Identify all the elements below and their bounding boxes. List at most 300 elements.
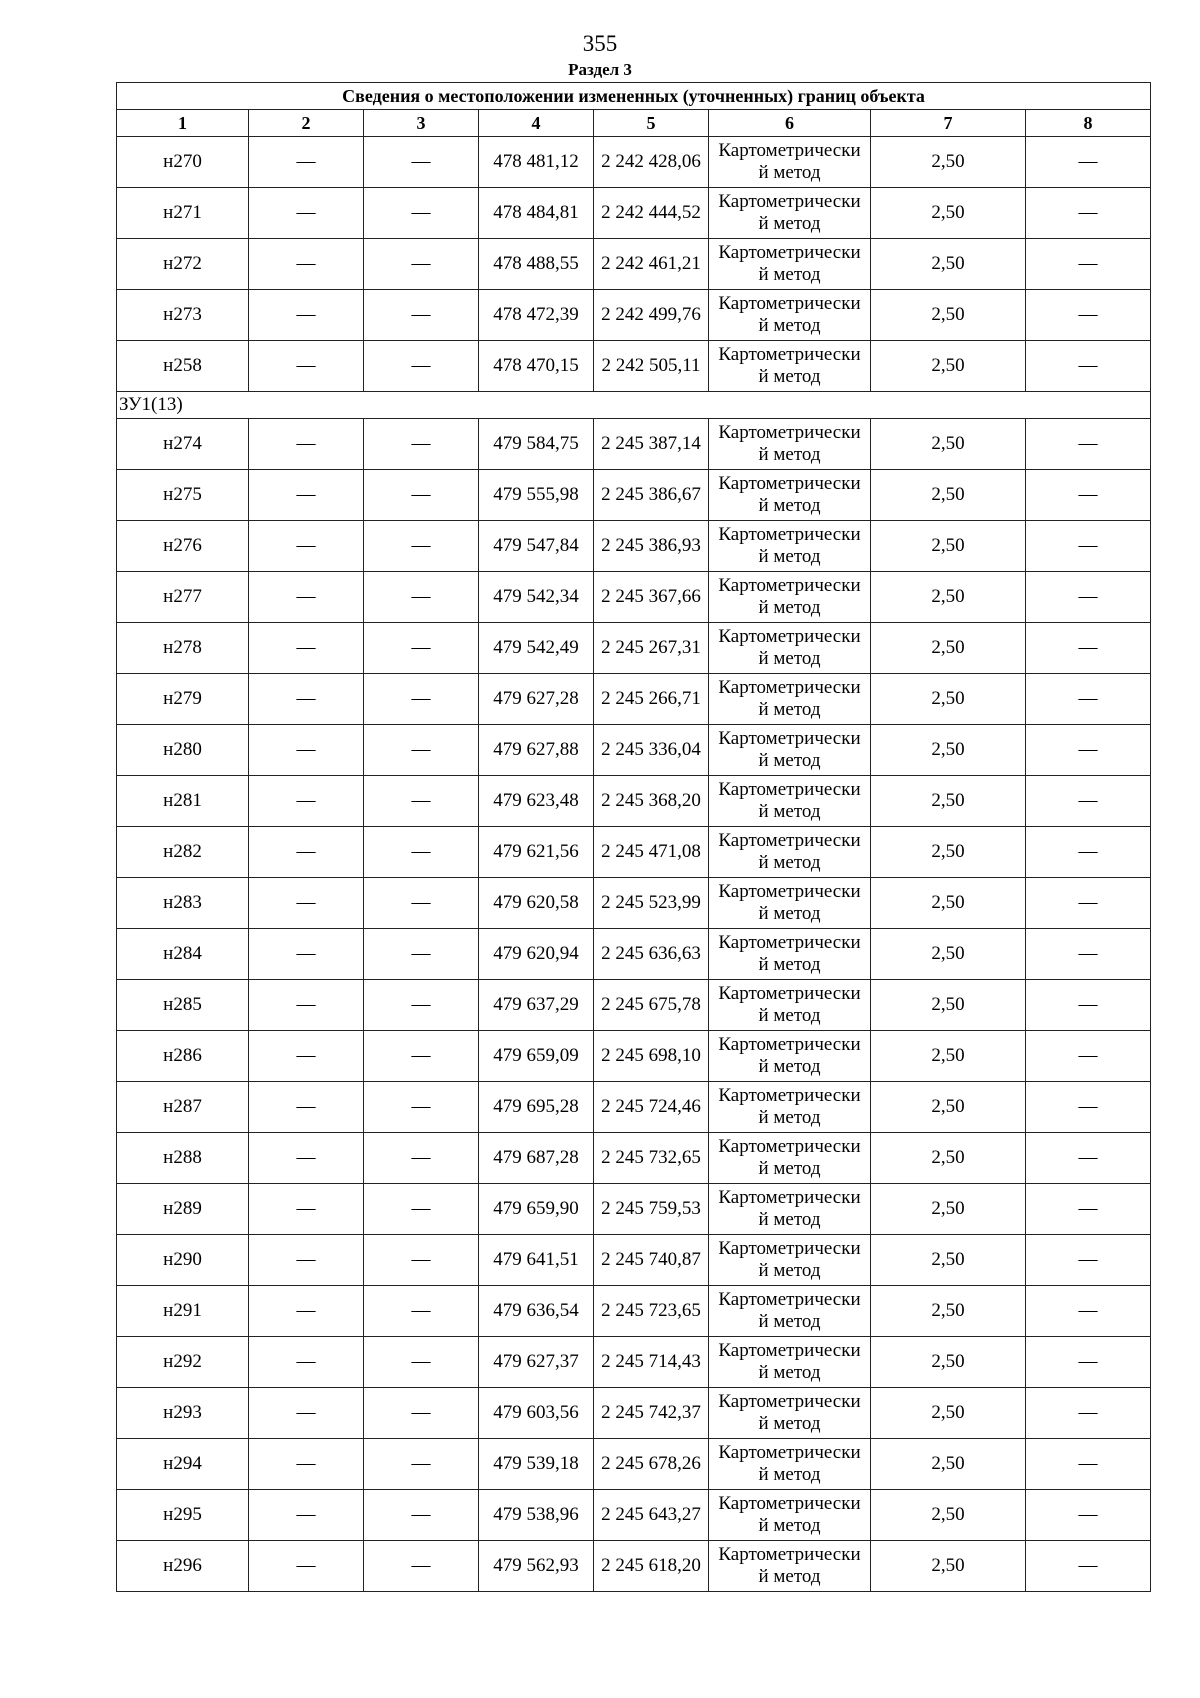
method-text-line1: Картометрически [718, 1544, 861, 1565]
point-id-cell: н283 [117, 878, 249, 929]
empty-cell: — [364, 623, 479, 674]
method-text-line1: Картометрически [718, 881, 861, 902]
empty-cell: — [1026, 239, 1151, 290]
method-text-line1: Картометрически [718, 422, 861, 443]
empty-cell: — [364, 1082, 479, 1133]
y-coordinate-cell: 2 245 732,65 [594, 1133, 709, 1184]
method-cell [709, 674, 871, 725]
table-row [117, 827, 1151, 878]
method-text-line2: й метод [758, 648, 821, 669]
method-text-line2: й метод [758, 162, 821, 183]
empty-cell: — [1026, 572, 1151, 623]
y-coordinate-cell: 2 245 740,87 [594, 1235, 709, 1286]
accuracy-cell: 2,50 [871, 419, 1026, 470]
table-row [117, 1286, 1151, 1337]
point-id-cell: н294 [117, 1439, 249, 1490]
empty-cell: — [249, 1337, 364, 1388]
empty-cell: — [364, 1286, 479, 1337]
empty-cell: — [249, 572, 364, 623]
method-text-line1: Картометрически [718, 626, 861, 647]
empty-cell: — [1026, 341, 1151, 392]
accuracy-cell: 2,50 [871, 1133, 1026, 1184]
empty-cell: — [249, 980, 364, 1031]
method-cell [709, 980, 871, 1031]
empty-cell: — [1026, 1133, 1151, 1184]
method-text-line1: Картометрически [718, 1136, 861, 1157]
x-coordinate-cell: 479 542,49 [479, 623, 594, 674]
accuracy-cell: 2,50 [871, 623, 1026, 674]
point-id-cell: н281 [117, 776, 249, 827]
point-id-cell: н279 [117, 674, 249, 725]
method-text-line2: й метод [758, 1362, 821, 1383]
y-coordinate-cell: 2 245 714,43 [594, 1337, 709, 1388]
method-text-line2: й метод [758, 1107, 821, 1128]
point-id-cell: н271 [117, 188, 249, 239]
point-id-cell: н274 [117, 419, 249, 470]
empty-cell: — [1026, 1439, 1151, 1490]
method-text-line1: Картометрически [718, 1085, 861, 1106]
table-row [117, 188, 1151, 239]
y-coordinate-cell: 2 245 368,20 [594, 776, 709, 827]
table-row [117, 929, 1151, 980]
point-id-cell: н276 [117, 521, 249, 572]
table-row [117, 725, 1151, 776]
method-cell [709, 1490, 871, 1541]
empty-cell: — [364, 776, 479, 827]
empty-cell: — [364, 1184, 479, 1235]
empty-cell: — [1026, 980, 1151, 1031]
method-text-line2: й метод [758, 495, 821, 516]
empty-cell: — [249, 1388, 364, 1439]
table-row [117, 1490, 1151, 1541]
x-coordinate-cell: 479 603,56 [479, 1388, 594, 1439]
method-text-line1: Картометрически [718, 1442, 861, 1463]
empty-cell: — [249, 929, 364, 980]
method-cell [709, 419, 871, 470]
x-coordinate-cell: 479 562,93 [479, 1541, 594, 1592]
empty-cell: — [249, 623, 364, 674]
method-text-line2: й метод [758, 1056, 821, 1077]
table-row [117, 1541, 1151, 1592]
table-row [117, 1337, 1151, 1388]
empty-cell: — [364, 674, 479, 725]
x-coordinate-cell: 479 637,29 [479, 980, 594, 1031]
empty-cell: — [249, 470, 364, 521]
method-cell [709, 1388, 871, 1439]
empty-cell: — [249, 1082, 364, 1133]
empty-cell: — [1026, 878, 1151, 929]
empty-cell: — [364, 1133, 479, 1184]
x-coordinate-cell: 479 627,37 [479, 1337, 594, 1388]
method-text-line1: Картометрически [718, 1493, 861, 1514]
column-header-row [117, 110, 1151, 137]
table-row [117, 1439, 1151, 1490]
empty-cell: — [1026, 1082, 1151, 1133]
method-text-line1: Картометрически [718, 242, 861, 263]
method-text-line1: Картометрически [718, 983, 861, 1004]
empty-cell: — [364, 572, 479, 623]
point-id-cell: н290 [117, 1235, 249, 1286]
empty-cell: — [249, 419, 364, 470]
column-header: 3 [364, 110, 479, 137]
column-header: 5 [594, 110, 709, 137]
method-text-line1: Картометрически [718, 1034, 861, 1055]
section-title: Раздел 3 [568, 60, 632, 79]
x-coordinate-cell: 478 470,15 [479, 341, 594, 392]
method-text-line1: Картометрически [718, 344, 861, 365]
empty-cell: — [249, 1031, 364, 1082]
empty-cell: — [364, 290, 479, 341]
table-row [117, 1235, 1151, 1286]
method-cell [709, 137, 871, 188]
column-header: 2 [249, 110, 364, 137]
y-coordinate-cell: 2 245 386,67 [594, 470, 709, 521]
y-coordinate-cell: 2 245 618,20 [594, 1541, 709, 1592]
method-text-line1: Картометрически [718, 830, 861, 851]
empty-cell: — [1026, 188, 1151, 239]
x-coordinate-cell: 479 695,28 [479, 1082, 594, 1133]
table-row [117, 1184, 1151, 1235]
method-text-line2: й метод [758, 264, 821, 285]
empty-cell: — [364, 1541, 479, 1592]
empty-cell: — [1026, 1184, 1151, 1235]
accuracy-cell: 2,50 [871, 470, 1026, 521]
empty-cell: — [249, 1286, 364, 1337]
table-row [117, 290, 1151, 341]
x-coordinate-cell: 479 555,98 [479, 470, 594, 521]
y-coordinate-cell: 2 242 505,11 [594, 341, 709, 392]
empty-cell: — [1026, 137, 1151, 188]
accuracy-cell: 2,50 [871, 1541, 1026, 1592]
method-text-line2: й метод [758, 366, 821, 387]
x-coordinate-cell: 479 620,94 [479, 929, 594, 980]
accuracy-cell: 2,50 [871, 1082, 1026, 1133]
point-id-cell: н270 [117, 137, 249, 188]
table-row [117, 419, 1151, 470]
empty-cell: — [364, 980, 479, 1031]
y-coordinate-cell: 2 245 267,31 [594, 623, 709, 674]
empty-cell: — [364, 188, 479, 239]
empty-cell: — [249, 521, 364, 572]
y-coordinate-cell: 2 242 499,76 [594, 290, 709, 341]
method-cell [709, 290, 871, 341]
accuracy-cell: 2,50 [871, 1031, 1026, 1082]
method-text-line1: Картометрически [718, 293, 861, 314]
empty-cell: — [249, 239, 364, 290]
accuracy-cell: 2,50 [871, 674, 1026, 725]
accuracy-cell: 2,50 [871, 1286, 1026, 1337]
y-coordinate-cell: 2 245 367,66 [594, 572, 709, 623]
y-coordinate-cell: 2 245 759,53 [594, 1184, 709, 1235]
method-text-line2: й метод [758, 954, 821, 975]
empty-cell: — [1026, 470, 1151, 521]
x-coordinate-cell: 479 641,51 [479, 1235, 594, 1286]
empty-cell: — [364, 1490, 479, 1541]
method-cell [709, 1031, 871, 1082]
empty-cell: — [249, 1541, 364, 1592]
table-row [117, 137, 1151, 188]
method-cell [709, 725, 871, 776]
method-cell [709, 1082, 871, 1133]
table-row [117, 1133, 1151, 1184]
method-text-line1: Картометрически [718, 779, 861, 800]
x-coordinate-cell: 478 481,12 [479, 137, 594, 188]
method-text-line1: Картометрически [718, 1391, 861, 1412]
empty-cell: — [1026, 776, 1151, 827]
empty-cell: — [364, 1235, 479, 1286]
empty-cell: — [1026, 1235, 1151, 1286]
table-row [117, 776, 1151, 827]
method-text-line1: Картометрически [718, 932, 861, 953]
method-cell [709, 878, 871, 929]
method-text-line2: й метод [758, 1566, 821, 1587]
method-text-line1: Картометрически [718, 677, 861, 698]
accuracy-cell: 2,50 [871, 1235, 1026, 1286]
method-text-line1: Картометрически [718, 1238, 861, 1259]
method-text-line1: Картометрически [718, 473, 861, 494]
point-id-cell: н275 [117, 470, 249, 521]
method-text-line2: й метод [758, 1311, 821, 1332]
table-row [117, 239, 1151, 290]
y-coordinate-cell: 2 245 523,99 [594, 878, 709, 929]
x-coordinate-cell: 479 687,28 [479, 1133, 594, 1184]
y-coordinate-cell: 2 242 461,21 [594, 239, 709, 290]
method-cell [709, 239, 871, 290]
y-coordinate-cell: 2 245 386,93 [594, 521, 709, 572]
method-text-line2: й метод [758, 546, 821, 567]
table-row [117, 878, 1151, 929]
table-row [117, 980, 1151, 1031]
accuracy-cell: 2,50 [871, 1184, 1026, 1235]
column-header: 7 [871, 110, 1026, 137]
method-text-line2: й метод [758, 1515, 821, 1536]
method-cell [709, 623, 871, 674]
accuracy-cell: 2,50 [871, 341, 1026, 392]
empty-cell: — [364, 827, 479, 878]
x-coordinate-cell: 479 620,58 [479, 878, 594, 929]
accuracy-cell: 2,50 [871, 929, 1026, 980]
empty-cell: — [1026, 1490, 1151, 1541]
accuracy-cell: 2,50 [871, 239, 1026, 290]
method-text-line2: й метод [758, 213, 821, 234]
method-cell [709, 1337, 871, 1388]
table-row [117, 674, 1151, 725]
y-coordinate-cell: 2 242 444,52 [594, 188, 709, 239]
method-text-line2: й метод [758, 750, 821, 771]
empty-cell: — [1026, 674, 1151, 725]
column-header: 4 [479, 110, 594, 137]
empty-cell: — [1026, 1337, 1151, 1388]
column-header: 8 [1026, 110, 1151, 137]
method-text-line2: й метод [758, 852, 821, 873]
point-id-cell: н272 [117, 239, 249, 290]
x-coordinate-cell: 479 584,75 [479, 419, 594, 470]
y-coordinate-cell: 2 245 678,26 [594, 1439, 709, 1490]
method-cell [709, 1235, 871, 1286]
y-coordinate-cell: 2 245 724,46 [594, 1082, 709, 1133]
empty-cell: — [1026, 725, 1151, 776]
empty-cell: — [249, 1184, 364, 1235]
method-cell [709, 1286, 871, 1337]
accuracy-cell: 2,50 [871, 827, 1026, 878]
point-id-cell: н284 [117, 929, 249, 980]
empty-cell: — [249, 878, 364, 929]
accuracy-cell: 2,50 [871, 188, 1026, 239]
point-id-cell: н287 [117, 1082, 249, 1133]
method-cell [709, 572, 871, 623]
y-coordinate-cell: 2 245 336,04 [594, 725, 709, 776]
accuracy-cell: 2,50 [871, 1490, 1026, 1541]
y-coordinate-cell: 2 245 643,27 [594, 1490, 709, 1541]
empty-cell: — [1026, 827, 1151, 878]
x-coordinate-cell: 479 627,28 [479, 674, 594, 725]
accuracy-cell: 2,50 [871, 290, 1026, 341]
empty-cell: — [1026, 1388, 1151, 1439]
x-coordinate-cell: 479 621,56 [479, 827, 594, 878]
empty-cell: — [364, 1439, 479, 1490]
x-coordinate-cell: 478 484,81 [479, 188, 594, 239]
empty-cell: — [249, 827, 364, 878]
x-coordinate-cell: 478 488,55 [479, 239, 594, 290]
empty-cell: — [249, 725, 364, 776]
method-cell [709, 1541, 871, 1592]
coordinates-table [116, 82, 1151, 1592]
x-coordinate-cell: 479 659,09 [479, 1031, 594, 1082]
empty-cell: — [249, 290, 364, 341]
empty-cell: — [364, 929, 479, 980]
method-text-line2: й метод [758, 903, 821, 924]
empty-cell: — [364, 470, 479, 521]
group-label: ЗУ1(13) [117, 392, 1151, 419]
accuracy-cell: 2,50 [871, 137, 1026, 188]
y-coordinate-cell: 2 242 428,06 [594, 137, 709, 188]
x-coordinate-cell: 479 627,88 [479, 725, 594, 776]
method-text-line2: й метод [758, 444, 821, 465]
y-coordinate-cell: 2 245 387,14 [594, 419, 709, 470]
table-row [117, 572, 1151, 623]
empty-cell: — [364, 521, 479, 572]
method-cell [709, 1184, 871, 1235]
accuracy-cell: 2,50 [871, 1388, 1026, 1439]
method-cell [709, 470, 871, 521]
method-text-line1: Картометрически [718, 524, 861, 545]
empty-cell: — [249, 1133, 364, 1184]
accuracy-cell: 2,50 [871, 1337, 1026, 1388]
empty-cell: — [364, 419, 479, 470]
y-coordinate-cell: 2 245 742,37 [594, 1388, 709, 1439]
empty-cell: — [1026, 929, 1151, 980]
empty-cell: — [1026, 1541, 1151, 1592]
point-id-cell: н286 [117, 1031, 249, 1082]
point-id-cell: н285 [117, 980, 249, 1031]
table-row [117, 1031, 1151, 1082]
empty-cell: — [249, 137, 364, 188]
method-text-line1: Картометрически [718, 575, 861, 596]
empty-cell: — [249, 188, 364, 239]
empty-cell: — [1026, 521, 1151, 572]
method-text-line1: Картометрически [718, 1289, 861, 1310]
empty-cell: — [1026, 623, 1151, 674]
table-row [117, 623, 1151, 674]
method-text-line1: Картометрически [718, 1187, 861, 1208]
method-text-line2: й метод [758, 801, 821, 822]
table-row [117, 1082, 1151, 1133]
table-caption: Сведения о местоположении измененных (уточненных) границ объекта [117, 83, 1151, 110]
method-cell [709, 188, 871, 239]
empty-cell: — [249, 341, 364, 392]
point-id-cell: н296 [117, 1541, 249, 1592]
point-id-cell: н289 [117, 1184, 249, 1235]
empty-cell: — [249, 776, 364, 827]
method-text-line2: й метод [758, 315, 821, 336]
point-id-cell: н273 [117, 290, 249, 341]
x-coordinate-cell: 479 623,48 [479, 776, 594, 827]
method-cell [709, 341, 871, 392]
method-text-line2: й метод [758, 1158, 821, 1179]
method-cell [709, 521, 871, 572]
method-cell [709, 929, 871, 980]
empty-cell: — [1026, 1031, 1151, 1082]
accuracy-cell: 2,50 [871, 878, 1026, 929]
point-id-cell: н292 [117, 1337, 249, 1388]
empty-cell: — [249, 674, 364, 725]
point-id-cell: н291 [117, 1286, 249, 1337]
accuracy-cell: 2,50 [871, 776, 1026, 827]
x-coordinate-cell: 479 538,96 [479, 1490, 594, 1541]
point-id-cell: н288 [117, 1133, 249, 1184]
column-header: 6 [709, 110, 871, 137]
accuracy-cell: 2,50 [871, 980, 1026, 1031]
y-coordinate-cell: 2 245 675,78 [594, 980, 709, 1031]
point-id-cell: н282 [117, 827, 249, 878]
empty-cell: — [364, 725, 479, 776]
x-coordinate-cell: 479 539,18 [479, 1439, 594, 1490]
empty-cell: — [249, 1439, 364, 1490]
empty-cell: — [364, 341, 479, 392]
method-text-line2: й метод [758, 1209, 821, 1230]
accuracy-cell: 2,50 [871, 572, 1026, 623]
method-text-line2: й метод [758, 699, 821, 720]
method-text-line1: Картометрически [718, 140, 861, 161]
method-text-line2: й метод [758, 597, 821, 618]
method-text-line2: й метод [758, 1260, 821, 1281]
y-coordinate-cell: 2 245 698,10 [594, 1031, 709, 1082]
method-text-line1: Картометрически [718, 728, 861, 749]
page-number: 355 [582, 31, 618, 56]
method-text-line1: Картометрически [718, 1340, 861, 1361]
point-id-cell: н295 [117, 1490, 249, 1541]
y-coordinate-cell: 2 245 636,63 [594, 929, 709, 980]
table-row [117, 470, 1151, 521]
empty-cell: — [364, 878, 479, 929]
x-coordinate-cell: 479 542,34 [479, 572, 594, 623]
empty-cell: — [364, 1337, 479, 1388]
method-cell [709, 827, 871, 878]
method-cell [709, 1439, 871, 1490]
table-row [117, 1388, 1151, 1439]
table-caption-row [117, 83, 1151, 110]
empty-cell: — [364, 239, 479, 290]
method-cell [709, 776, 871, 827]
y-coordinate-cell: 2 245 723,65 [594, 1286, 709, 1337]
x-coordinate-cell: 479 547,84 [479, 521, 594, 572]
empty-cell: — [364, 1388, 479, 1439]
x-coordinate-cell: 478 472,39 [479, 290, 594, 341]
method-text-line2: й метод [758, 1413, 821, 1434]
accuracy-cell: 2,50 [871, 521, 1026, 572]
group-row [117, 392, 1151, 419]
accuracy-cell: 2,50 [871, 1439, 1026, 1490]
